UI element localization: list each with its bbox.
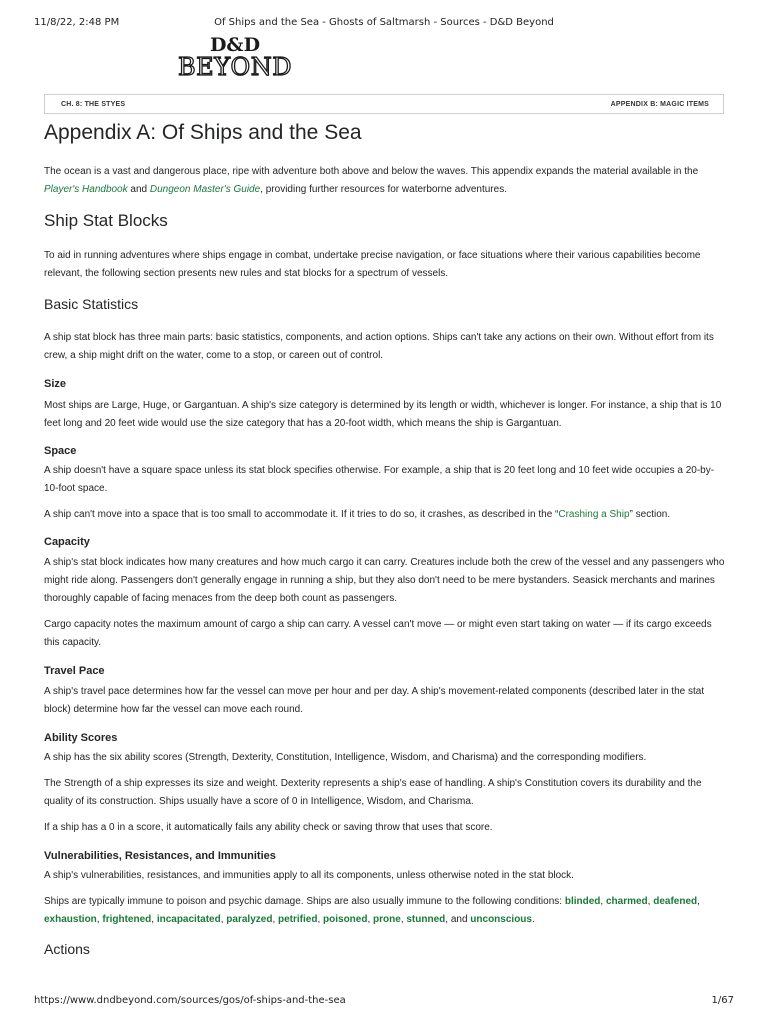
print-footer <box>34 995 734 1007</box>
print-datetime: 11/8/22, 2:48 PM <box>34 17 120 28</box>
condition-link[interactable]: blinded <box>564 896 601 907</box>
size-paragraph: Most ships are Large, Huge, or Gargantuan. A ship's size category is determined by its length or width, whichever is longer. For instance, a ship that is 10 feet long and 20 feet wide would use the size category that has a 20-foot width, which means the ship is Gargantuan. <box>44 400 722 429</box>
vri-end: . <box>531 914 535 925</box>
print-page-title: Of Ships and the Sea - Ghosts of Saltmarsh - Sources - D&D Beyond <box>214 17 554 28</box>
next-chapter-link[interactable]: APPENDIX B: MAGIC ITEMS <box>610 101 709 108</box>
actions-heading: Actions <box>44 941 90 957</box>
condition-link[interactable]: exhaustion <box>44 914 97 925</box>
condition-link[interactable]: poisoned <box>323 914 368 925</box>
basic-statistics-heading: Basic Statistics <box>44 296 139 312</box>
capacity-paragraph-1: A ship's stat block indicates how many creatures and how much cargo it can carry. Creatures include both the crew of the vessel and any passengers who might ride along. Passengers don't generally engage in running a ship, but they also don't need to be mere bystanders. Seasick merchants and marines thoroughly capable of facing menaces from the deep both count as passengers. <box>44 557 725 604</box>
vri-paragraph-2: Ships are typically immune to poison and psychic damage. Ships are also usually immune to the following conditions: blinded, charmed, deafened, exhaustion, frightened, incapacitated, paralyzed, petrified, poisoned, prone, stunned, and unconscious. <box>44 896 700 925</box>
vri-paragraph-1: A ship's vulnerabilities, resistances, and immunities apply to all its components, unless otherwise noted in the stat block. <box>44 870 574 881</box>
condition-link[interactable]: stunned <box>406 914 446 925</box>
condition-link[interactable]: frightened <box>102 914 152 925</box>
travel-pace-heading: Travel Pace <box>44 665 105 677</box>
ship-stat-blocks-heading: Ship Stat Blocks <box>44 211 168 230</box>
print-header <box>34 17 734 29</box>
dungeon-masters-guide-link[interactable]: Dungeon Master's Guide <box>149 184 261 195</box>
condition-link[interactable]: prone <box>373 914 401 925</box>
space-text-after: ” section. <box>629 509 671 520</box>
vri-text-before: Ships are typically immune to poison and psychic damage. Ships are also usually immune to the following conditions: <box>44 896 565 907</box>
ability-scores-paragraph-3: If a ship has a 0 in a score, it automatically fails any ability check or saving throw that uses that score. <box>44 822 493 833</box>
condition-link[interactable]: unconscious <box>470 914 532 925</box>
space-heading: Space <box>44 445 77 457</box>
condition-link[interactable]: paralyzed <box>226 914 273 925</box>
travel-pace-paragraph: A ship's travel pace determines how far the vessel can move per hour and per day. A ship's movement-related components (described later in the stat block) determine how far the vessel can move each round. <box>44 686 705 715</box>
condition-link[interactable]: incapacitated <box>156 914 221 925</box>
players-handbook-link[interactable]: Player's Handbook <box>44 184 128 195</box>
condition-link[interactable]: petrified <box>278 914 318 925</box>
condition-link[interactable]: charmed <box>605 896 648 907</box>
intro-text-3: , providing further resources for waterborne adventures. <box>260 184 507 195</box>
intro-text-1: The ocean is a vast and dangerous place, ripe with adventure both above and below the waves. This appendix expands the material available in the <box>44 166 699 177</box>
page-title: Appendix A: Of Ships and the Sea <box>44 121 362 144</box>
intro-paragraph <box>44 163 728 199</box>
size-heading: Size <box>44 378 67 390</box>
condition-link[interactable]: deafened <box>653 896 698 907</box>
crashing-a-ship-link[interactable]: Crashing a Ship <box>558 509 630 520</box>
logo-top-text: D&D <box>209 34 261 56</box>
intro-text-2: and <box>127 184 150 195</box>
space-paragraph-1: A ship doesn't have a square space unless its stat block specifies otherwise. For example, a ship that is 20 feet long and 10 feet wide occupies a 20-by-10-foot space. <box>44 465 715 494</box>
print-page-number: 1/67 <box>711 995 734 1006</box>
capacity-paragraph-2: Cargo capacity notes the maximum amount of cargo a ship can carry. A vessel can't move — or might even start taking on water — if its cargo exceeds this capacity. <box>44 619 712 648</box>
basic-statistics-paragraph: A ship stat block has three main parts: basic statistics, components, and action options. Ships can't take any actions on their own. Without effort from its crew, a ship might drift on the water, come to a stop, or careen out of control. <box>44 332 714 361</box>
ship-stat-blocks-paragraph: To aid in running adventures where ships engage in combat, undertake precise navigation, or face situations where their various capabilities become relevant, the following section presents new rules and stat blocks for a spectrum of vessels. <box>44 250 701 279</box>
ability-scores-paragraph-1: A ship has the six ability scores (Strength, Dexterity, Constitution, Intelligence, Wisdom, and Charisma) and the corresponding modifiers. <box>44 752 647 763</box>
vri-heading: Vulnerabilities, Resistances, and Immunities <box>44 850 276 862</box>
print-url: https://www.dndbeyond.com/sources/gos/of-ships-and-the-sea <box>34 995 346 1006</box>
dnd-beyond-logo[interactable] <box>166 33 304 79</box>
chapter-nav <box>44 94 724 114</box>
ability-scores-paragraph-2: The Strength of a ship expresses its size and weight. Dexterity represents a ship's ease of handling. A ship's Constitution covers its durability and the quality of its construction. Ships usually have a score of 0 in Intelligence, Wisdom, and Charisma. <box>44 778 702 807</box>
logo-bottom-text: BEYOND <box>178 53 292 79</box>
capacity-heading: Capacity <box>44 536 90 548</box>
vri-and-word: and <box>450 914 468 925</box>
space-text-before: A ship can't move into a space that is too small to accommodate it. If it tries to do so, it crashes, as described in the “ <box>44 509 559 520</box>
ability-scores-heading: Ability Scores <box>44 732 118 744</box>
prev-chapter-link[interactable]: CH. 8: THE STYES <box>61 101 126 108</box>
space-paragraph-2 <box>44 506 728 524</box>
